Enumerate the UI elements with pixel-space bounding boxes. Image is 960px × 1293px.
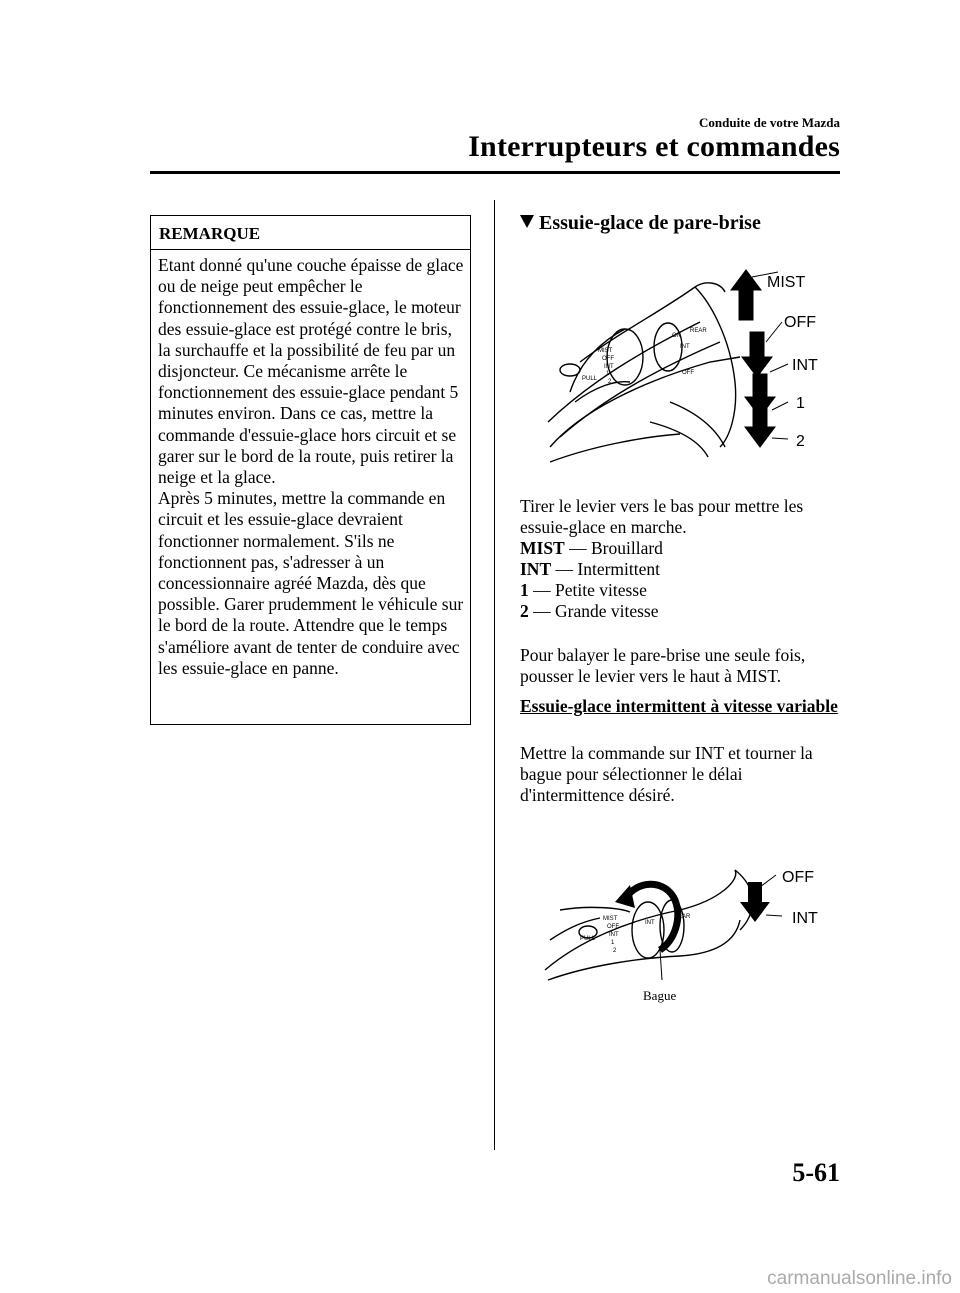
mode-item: MIST ― Brouillard [520,538,663,558]
switch-mark: OFF [607,924,619,930]
wiper-intro [520,496,840,622]
switch-mark: INT [609,932,619,938]
position-label-off: OFF [782,869,814,886]
subsection-heading: Essuie-glace intermittent à vitesse variable [520,696,838,716]
note-paragraph: Après 5 minutes, mettre la commande en circuit et les essuie-glace devraient fonctionner normalement. S'ils ne fonctionnent pas, s'adresser à un concessionnaire agréé Mazda, dès que possible. Garer prudemment le véhicule sur le bord de la route. Attendre que le temps s'améliore avant de tenter de conduire avec les essuie-glace en panne. [158,488,464,678]
switch-mark: 2 [608,379,612,385]
section-title [520,212,761,235]
subsection-text: Mettre la commande sur INT et tourner la bague pour sélectionner le délai d'intermittence désiré. [520,743,813,805]
switch-mark: OFF [602,356,614,362]
position-label-1: 1 [796,395,805,412]
switch-mark: 1 [611,940,615,946]
intermittent-ring-figure [520,860,840,990]
arrow-down-icon [740,882,770,922]
mode-item: 1 — Petite vitesse [520,580,647,600]
note-paragraph: Etant donné qu'une couche épaisse de glace ou de neige peut empêcher le fonctionnement des essuie-glace, le moteur des essuie-glace est protégé contre le bris, la surchauffe et la possibilité de feu par un disjoncteur. Ce mécanisme arrête le fonctionnement des essuie-glace pendant 5 minutes environ. Dans ce cas, mettre la commande d'essuie-glace hors circuit et se garer sur le bord de la route, puis retirer la neige et la glace. [158,255,464,488]
note-body [151,250,470,679]
note-heading: REMARQUE [151,216,470,250]
page-title: Interrupteurs et commandes [468,130,840,163]
switch-mark: INT [680,344,690,350]
arrow-down-icon [742,332,772,377]
single-wipe-text: Pour balayer le pare-brise une seule fois, pousser le levier vers le haut à MIST. [520,645,806,686]
switch-mark: PULL [582,376,598,382]
switch-mark: 2 [613,948,617,954]
position-label-off: OFF [784,314,816,331]
intro-text: Tirer le levier vers le bas pour mettre les essuie-glace en marche. [520,496,804,537]
wiper-lever-figure [520,262,840,470]
switch-mark: ON [672,333,681,339]
switch-mark: MIST [603,916,618,922]
switch-mark: OFF [682,370,694,376]
mode-item: INT — Intermittent [520,559,660,579]
arrow-up-icon [731,270,761,320]
mode-item: 2 — Grande vitesse [520,601,659,621]
figure-caption: Bague [643,988,677,1003]
section-title-text: Essuie-glace de pare-brise [539,212,761,234]
chapter-subtitle: Conduite de votre Mazda [699,115,840,130]
section-triangle-icon [520,215,534,228]
header-rule [150,171,840,174]
position-label-int: INT [792,357,818,374]
switch-mark: REAR [690,328,707,334]
column-divider [494,200,495,1150]
note-box [150,215,471,725]
switch-mark: 1 [606,371,610,377]
switch-mark: INT [604,364,614,370]
switch-mark: INT [645,920,655,926]
switch-mark: EAR [678,914,691,920]
arrow-down-icon [745,407,775,447]
position-label-int: INT [792,910,818,927]
watermark: carmanualsonline.info [767,1268,952,1289]
switch-mark: MIST [598,348,613,354]
position-label-mist: MIST [767,274,806,291]
position-label-2: 2 [796,433,805,450]
page-number: 5-61 [792,1158,840,1187]
switch-mark: PULL [580,936,596,942]
